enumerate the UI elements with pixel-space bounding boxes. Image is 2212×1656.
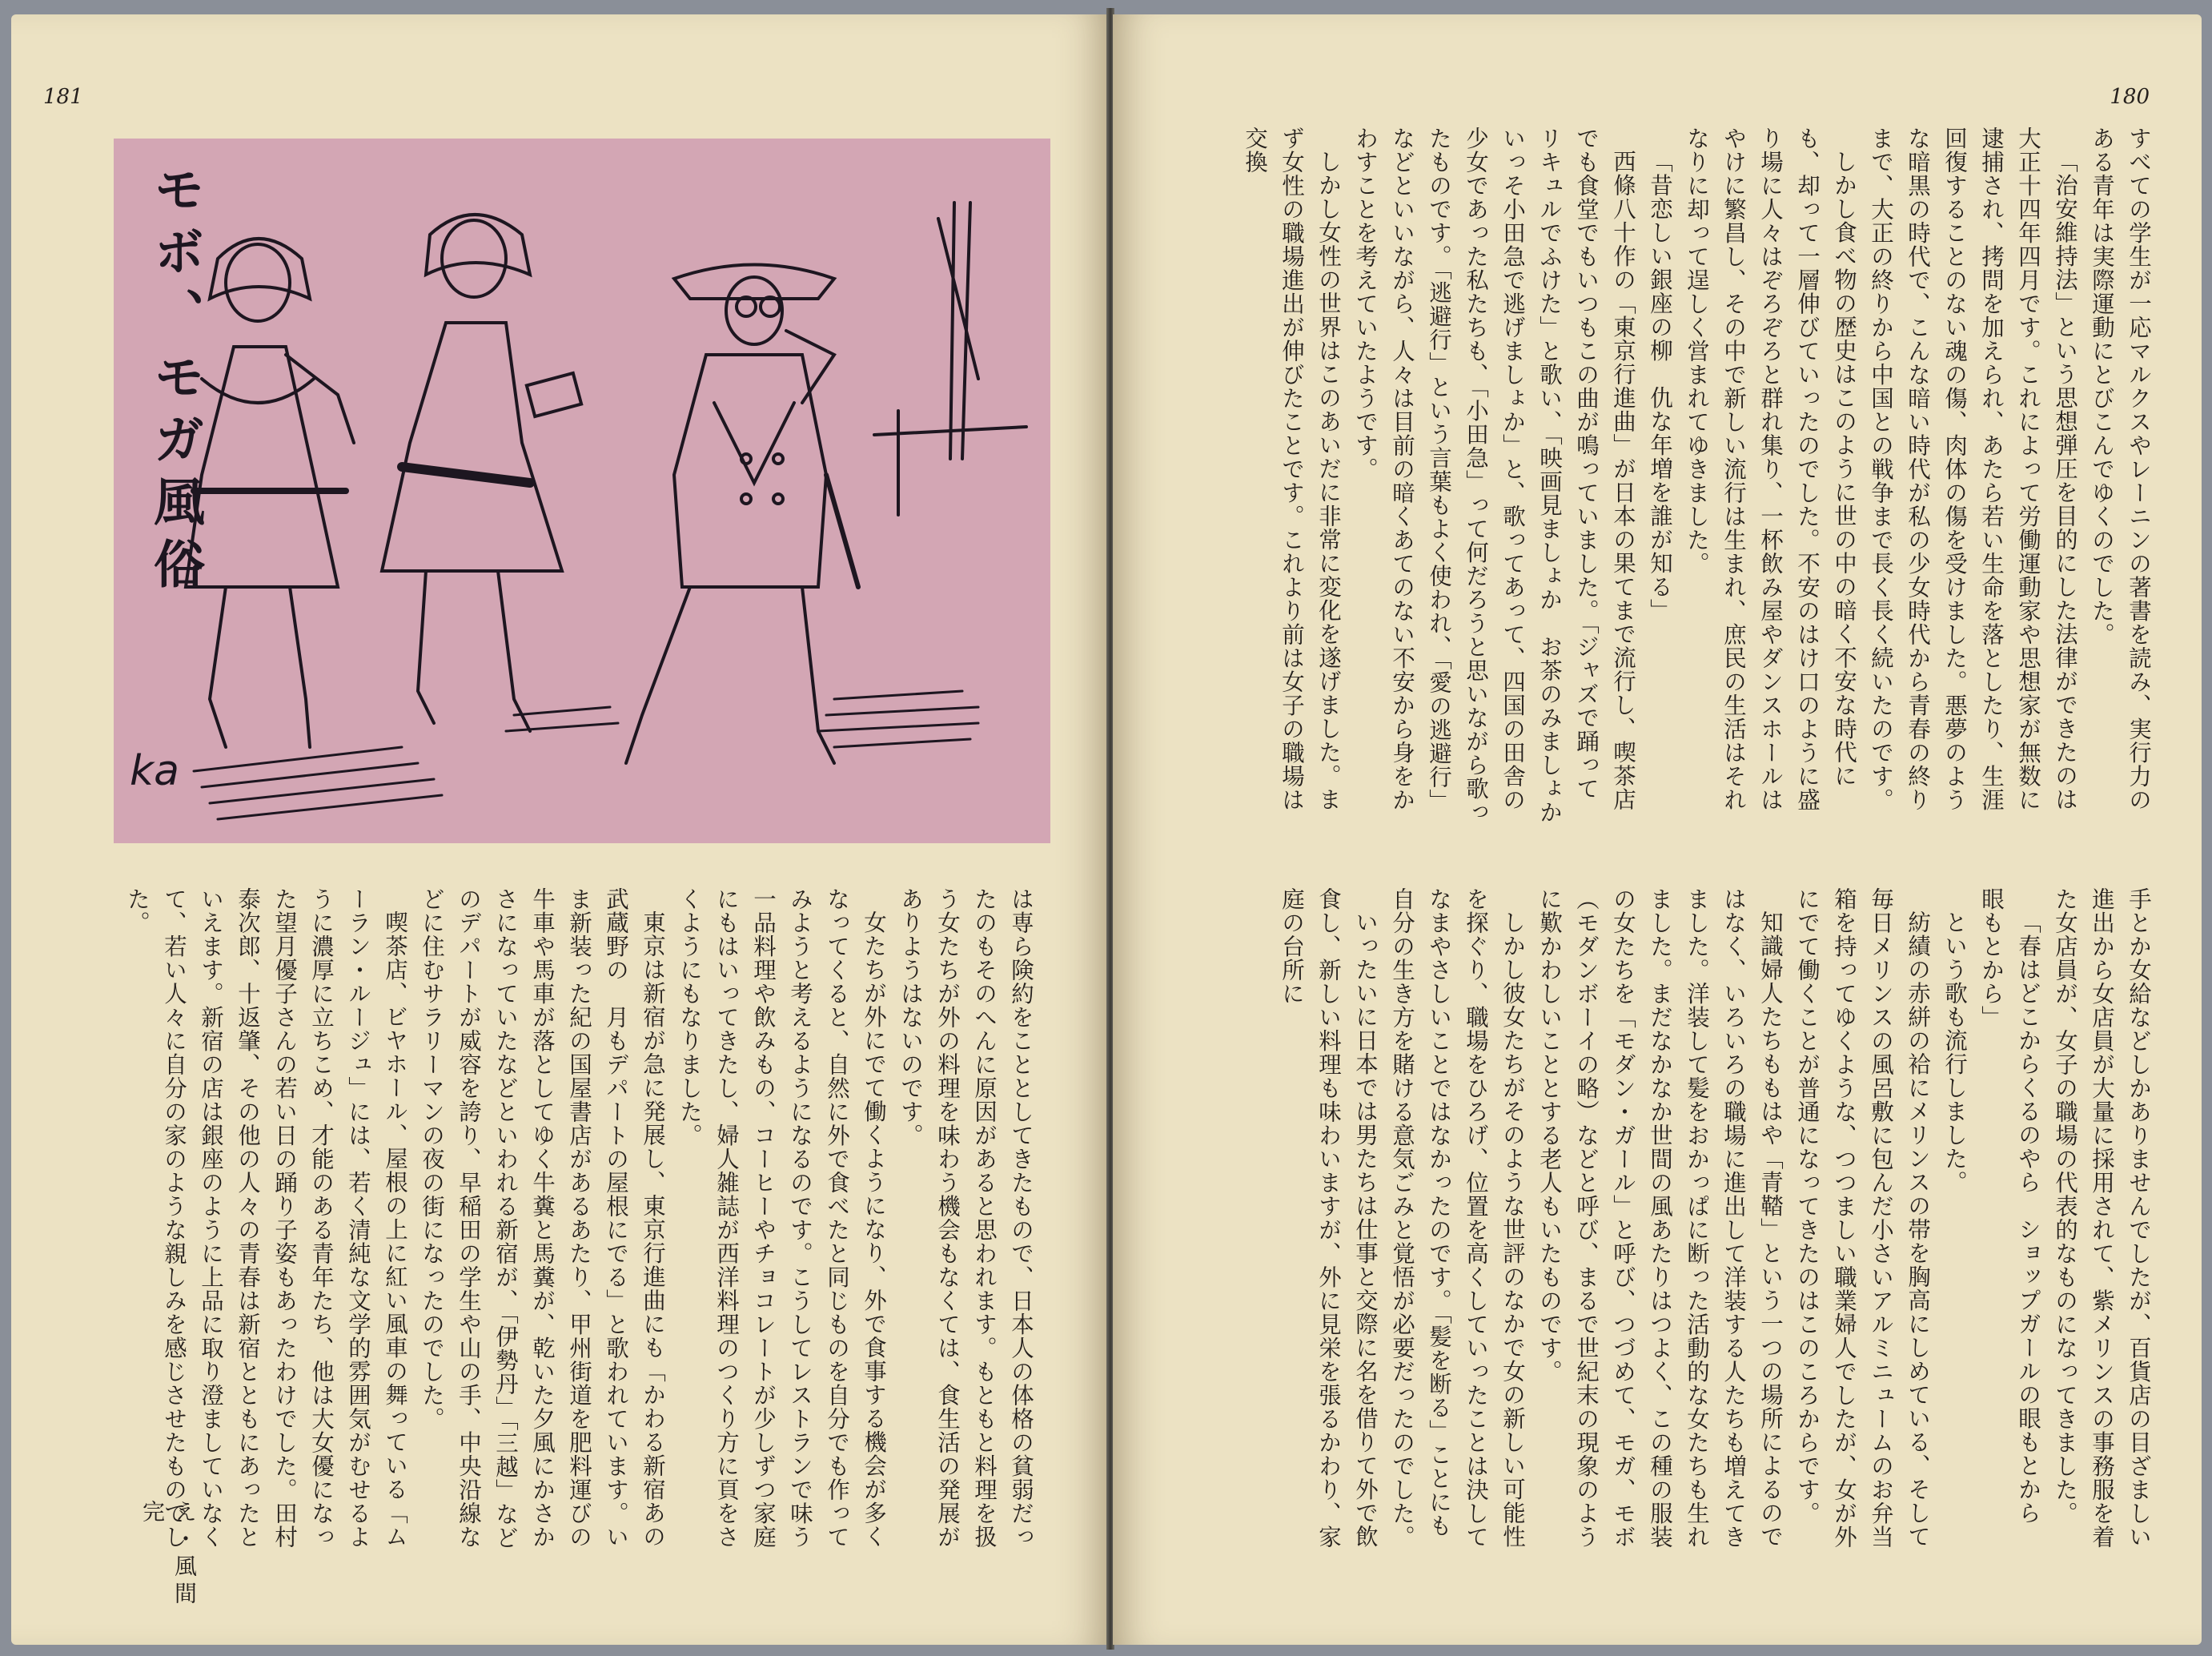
page-number-left: 181: [43, 85, 83, 109]
paragraph: いったいに日本では男たちは仕事と交際に名を借りて外で飲食し、新しい料理も味わいますが、外に見栄を張るかわり、家庭の台所に: [1279, 887, 1379, 1549]
illustration-caption: モボ、モガ風俗: [145, 163, 204, 600]
paragraph: すべての学生が一応マルクスやレーニンの著書を読み、実行力のある青年は実際運動にとびこんでゆくのでした。: [2089, 127, 2152, 812]
paragraph: 紡績の赤絣の袷にメリンスの帯を胸高にしめている、そして毎日メリンスの風呂敷に包んだ小さいアルミニュームのお弁当箱を持ってゆくような、つつましい職業婦人でしたが、女が外にでて働くことが普通になってきたのはこのころからです。: [1794, 887, 1931, 1549]
page-number-right: 180: [2110, 85, 2150, 109]
paragraph: という歌も流行しました。: [1941, 910, 1968, 1194]
right-bottom-text: [1172, 887, 2157, 1560]
paragraph: しかし食べ物の歴史はこのように世の中の暗く不安な時代にも、却って一層伸びていったのでした。不安のはけ口のように盛り場に人々はぞろぞろと群れ集り、一杯飲み屋やダンスホールはやけに繁昌し、その中で新しい流行は生まれ、庶民の生活はそれなりに却って逞しく営まれてゆきました。: [1684, 127, 1857, 812]
paragraph: しかし女性の世界はこのあいだに非常に変化を遂げました。まず女性の職場進出が伸びたことです。これより前は女子の職場は交換: [1242, 127, 1342, 812]
illustration-panel: [114, 139, 1050, 843]
illustration-credit: え・風間 完: [139, 1500, 198, 1636]
paragraph: しかし彼女たちがそのような世評のなかで女の新しい可能性を探ぐり、職場をひろげ、位置を高くしていったことは決してなまやさしいことではなかったのです。「髪を断る」ことにも自分の生き方を賭ける意気ごみと覚悟が必要だったのでした。: [1389, 887, 1526, 1549]
paragraph: 喫茶店、ビヤホール、屋根の上に紅い風車の舞っている「ムーラン・ルージュ」には、若く清純な文学的雰囲気がむせるように濃厚に立ちこめ、才能のある青年たち、他は大女優になった望月優子さんの若い日の踊り子姿もあったわけでした。田村泰次郎、十返肇、その他の人々の青春は新宿とともにあったといえます。新宿の店は銀座のように上品に取り澄ましていなくて、若い人々に自分の家のような親しみを感じさせたものでした。: [124, 887, 408, 1549]
pen-sketch-three-figures-icon: [114, 139, 1050, 843]
left-page: [11, 14, 1108, 1645]
paragraph: 知識婦人たちももはや「青鞜」という一つの場所によるのではなく、いろいろの職場に進出して洋装する人たちも増えてきました。洋装して髪をおかっぱに断った活動的な女たちも生れました。まだなかなか世間の風あたりはつよく、この種の服装の女たちを「モダン・ガール」と呼び、つづめて、モガ、モボ（モダンボーイの略）などと呼び、まるで世紀末の現象のように歎かわしいこととする老人もいたものです。: [1536, 887, 1784, 1549]
paragraph: 西條八十作の「東京行進曲」が日本の果てまで流行し、喫茶店でも食堂でもいつもこの曲が鳴っていました。「ジャズで踊って リキュルでふけた」と歌い、「映画見ましょか お茶のみましょか いっそ小田急で逃げましょか」と、歌ってあって、四国の田舎の少女であった私たちも、「小田急」って何だろうと思いながら歌ったものです。「逃避行」という言葉もよく使われ、「愛の逃避行」などといいながら、人々は目前の暗くあてのない不安から身をかわすことを考えていたようです。: [1352, 127, 1636, 848]
illustration-signature: ka: [130, 747, 179, 795]
right-top-text: [1172, 127, 2157, 848]
right-page: [1113, 14, 2202, 1645]
paragraph: 「治安維持法」という思想弾圧を目的にした法律ができたのは大正十四年四月です。これによって労働運動家や思想家が無数に逮捕され、拷問を加えられ、あたら若い生命を落としたり、生涯回復することのない魂の傷、肉体の傷を受けました。悪夢のような暗黒の時代で、こんな暗い時代が私の少女時代から青春の終りまで、大正の終りから中国との戦争まで長く長く続いたのです。: [1868, 127, 2078, 812]
left-body-text: [54, 887, 1039, 1560]
paragraph: 東京は新宿が急に発展し、東京行進曲にも「かわる新宿あの武蔵野の 月もデパートの屋根にでる」と歌われています。いま新装った紀の国屋書店があるあたり、甲州街道を肥料運びの牛車や馬車が落としてゆく牛糞と馬糞が、乾いた夕風にかさかさになっていたなどといわれる新宿が、「伊勢丹」「三越」などのデパートが威容を誇り、早稲田の学生や山の手、中央沿線などに住むサラリーマンの夜の街になったのでした。: [419, 887, 666, 1549]
paragraph: 「春はどこからくるのやら ショップガールの眼もとから 眼もとから」: [1978, 887, 2041, 1548]
paragraph: 女たちが外にでて働くようになり、外で食事する機会が多くなってくると、自然に外で食べたと同じものを自分でも作ってみようと考えるようになるのです。こうしてレストランで味う一品料理や飲みもの、コーヒーやチョコレートが少しずつ家庭にもはいってきたし、婦人雑誌が西洋料理のつくり方に頁をさくようにもなりました。: [676, 887, 887, 1549]
paragraph: 手とか女給などしかありませんでしたが、百貨店の目ざましい進出から女店員が大量に採用されて、紫メリンスの事務服を着た女店員が、女子の職場の代表的なものになってきました。: [2052, 887, 2152, 1549]
paragraph: 「昔恋しい銀座の柳 仇な年増を誰が知る」: [1647, 149, 1673, 622]
paragraph: は専ら険約をこととしてきたもので、日本人の体格の貧弱だったのもそのへんに原因があると思われます。もともと料理を扱う女たちが外の料理を味わう機会もなくては、食生活の発展がありようはないのです。: [897, 887, 1034, 1549]
